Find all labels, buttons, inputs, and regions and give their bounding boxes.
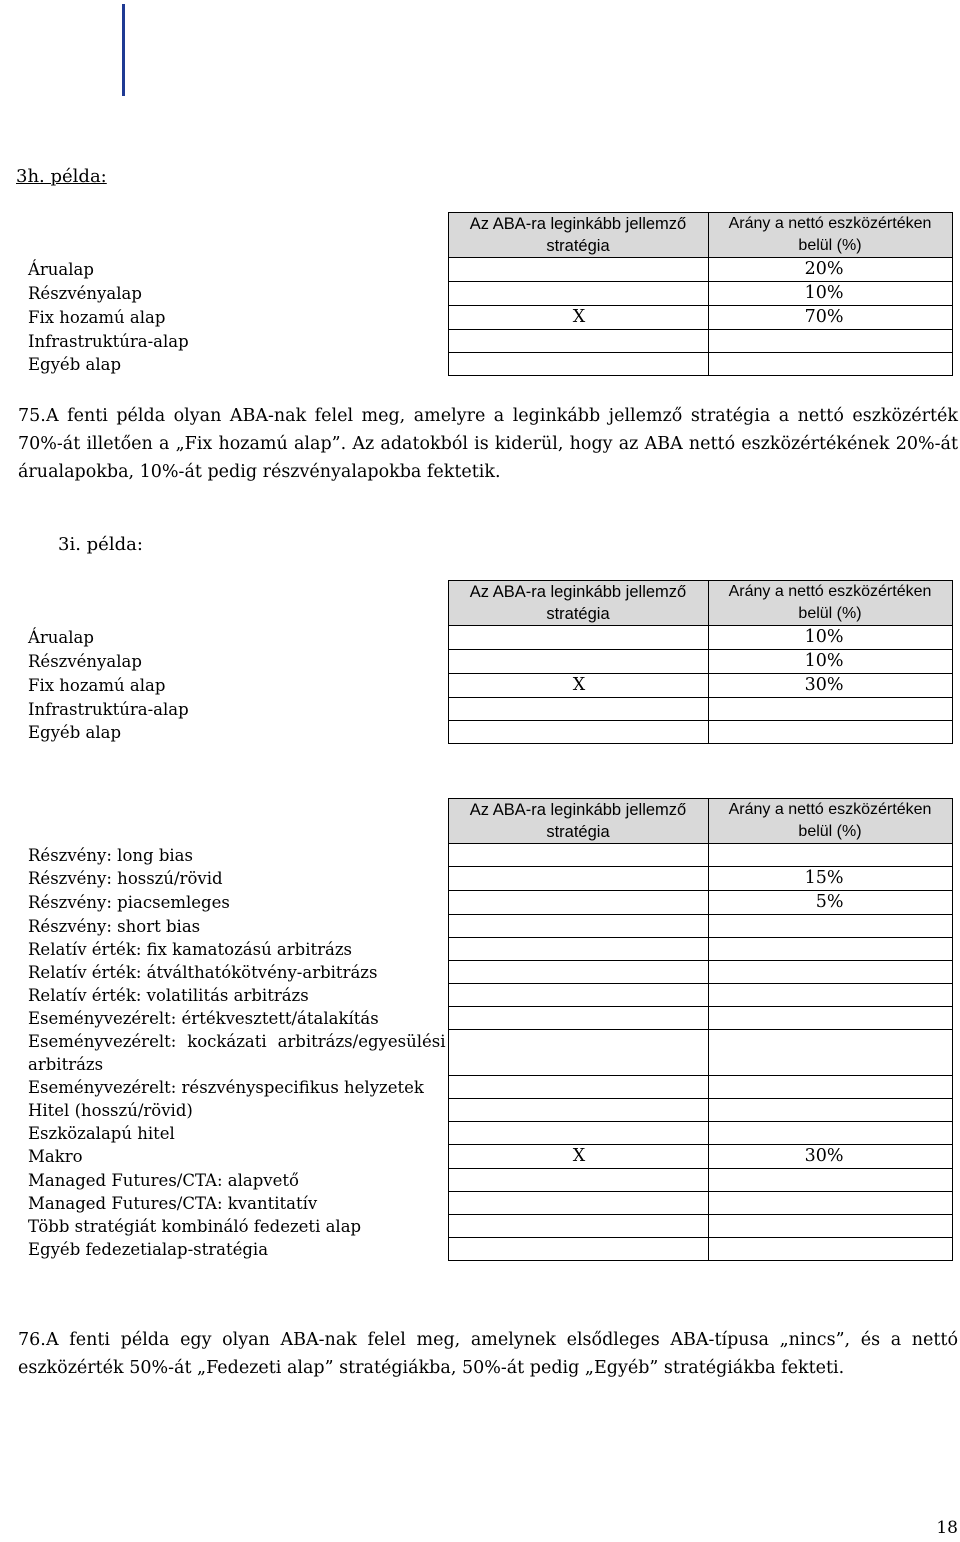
table-row <box>24 1169 952 1192</box>
ratio-cell <box>708 698 952 721</box>
table-row <box>24 1007 952 1030</box>
strategy-mark-cell: X <box>448 306 708 330</box>
row-label: Részvény: piacsemleges <box>28 892 230 912</box>
table-row <box>24 1215 952 1238</box>
strategy-mark-cell <box>448 626 708 650</box>
table-row <box>24 650 952 674</box>
strategy-mark-cell <box>448 698 708 721</box>
strategy-mark-cell: X <box>448 1145 708 1169</box>
row-label: Eseményvezérelt: részvényspecifikus helyzetek <box>28 1077 424 1097</box>
strategy-mark-cell <box>448 844 708 867</box>
row-label: Egyéb alap <box>28 722 122 742</box>
strategy-mark-cell <box>448 258 708 282</box>
ratio-cell <box>708 1099 952 1122</box>
table-row <box>24 984 952 1007</box>
row-label: Eszközalapú hitel <box>28 1123 175 1143</box>
header-cell-strategy: Az ABA-ra leginkább jellemző stratégia <box>448 581 708 626</box>
row-label: Makro <box>28 1146 83 1166</box>
row-label: Részvényalap <box>28 283 142 303</box>
ratio-cell <box>708 721 952 744</box>
header-cell-strategy: Az ABA-ra leginkább jellemző stratégia <box>448 213 708 258</box>
table-row <box>24 1122 952 1145</box>
table-row <box>24 891 952 915</box>
row-label: Fix hozamú alap <box>28 307 166 327</box>
table-header-row <box>24 799 952 844</box>
ratio-cell: 10% <box>708 650 952 674</box>
row-label: Részvény: long bias <box>28 845 193 865</box>
table-row <box>24 626 952 650</box>
strategy-mark-cell <box>448 1007 708 1030</box>
row-label: Hitel (hosszú/rövid) <box>28 1100 193 1120</box>
ratio-cell <box>708 1076 952 1099</box>
paragraph-text: A fenti példa egy olyan ABA-nak felel meg, amelynek elsődleges ABA-típusa „nincs”, és a nettó eszközérték 50%-át „Fedezeti alap” stratégiákba, 50%-át pedig „Egyéb” stratégiákba fekteti. <box>18 1330 958 1378</box>
row-label: Fix hozamú alap <box>28 675 166 695</box>
strategy-mark-cell <box>448 1076 708 1099</box>
ratio-cell <box>708 915 952 938</box>
header-cell-ratio: Arány a nettó eszközértéken belül (%) <box>708 799 952 844</box>
strategy-mark-cell: X <box>448 674 708 698</box>
strategy-mark-cell <box>448 353 708 376</box>
ratio-cell: 5% <box>708 891 952 915</box>
strategy-mark-cell <box>448 1122 708 1145</box>
ratio-cell <box>708 844 952 867</box>
page-number: 18 <box>936 1518 958 1538</box>
ratio-cell: 10% <box>708 282 952 306</box>
strategy-mark-cell <box>448 891 708 915</box>
table-row <box>24 1238 952 1261</box>
row-label: Infrastruktúra-alap <box>28 699 189 719</box>
table-row <box>24 1076 952 1099</box>
table-row <box>24 698 952 721</box>
strategy-mark-cell <box>448 961 708 984</box>
table-strategy <box>24 798 953 1261</box>
table-row <box>24 258 952 282</box>
table-row <box>24 353 952 376</box>
table-row <box>24 721 952 744</box>
header-cell-empty <box>24 581 448 626</box>
row-label: Relatív érték: fix kamatozású arbitrázs <box>28 939 353 959</box>
table-row <box>24 961 952 984</box>
table-header-row <box>24 581 952 626</box>
table-row <box>24 867 952 891</box>
header-cell-empty <box>24 213 448 258</box>
strategy-mark-cell <box>448 984 708 1007</box>
row-label: Árualap <box>28 259 94 279</box>
table-row <box>24 306 952 330</box>
table-row <box>24 938 952 961</box>
ratio-cell <box>708 1238 952 1261</box>
ratio-cell <box>708 938 952 961</box>
ratio-cell <box>708 1030 952 1076</box>
strategy-mark-cell <box>448 1099 708 1122</box>
row-label: Részvény: hosszú/rövid <box>28 868 223 888</box>
ratio-cell <box>708 1192 952 1215</box>
header-cell-ratio: Arány a nettó eszközértéken belül (%) <box>708 213 952 258</box>
table-row <box>24 844 952 867</box>
strategy-mark-cell <box>448 938 708 961</box>
table-row <box>24 282 952 306</box>
strategy-mark-cell <box>448 1238 708 1261</box>
header-cell-empty <box>24 799 448 844</box>
ratio-cell <box>708 1007 952 1030</box>
header-cell-strategy: Az ABA-ra leginkább jellemző stratégia <box>448 799 708 844</box>
table-row <box>24 330 952 353</box>
paragraph-text: A fenti példa olyan ABA-nak felel meg, amelyre a leginkább jellemző stratégia a nettó eszközérték 70%-át illetően a „Fix hozamú alap”. Az adatokból is kiderül, hogy az ABA nettó eszközértékének 20%-át árualapokba, 10%-át pedig részvényalapokba fektetik. <box>18 406 958 482</box>
row-label: Eseményvezérelt: értékvesztett/átalakítás <box>28 1008 379 1028</box>
row-label: Egyéb alap <box>28 354 122 374</box>
strategy-mark-cell <box>448 721 708 744</box>
row-label: Több stratégiát kombináló fedezeti alap <box>28 1216 362 1236</box>
ratio-cell <box>708 1122 952 1145</box>
strategy-mark-cell <box>448 867 708 891</box>
ratio-cell: 30% <box>708 674 952 698</box>
paragraph-76 <box>18 1326 958 1382</box>
ratio-cell: 30% <box>708 1145 952 1169</box>
table-row <box>24 1145 952 1169</box>
table-row <box>24 1099 952 1122</box>
table-row <box>24 1030 952 1076</box>
strategy-mark-cell <box>448 282 708 306</box>
ratio-cell <box>708 984 952 1007</box>
ratio-cell: 20% <box>708 258 952 282</box>
table-3h <box>24 212 953 376</box>
ratio-cell <box>708 330 952 353</box>
strategy-mark-cell <box>448 1192 708 1215</box>
row-label: Relatív érték: volatilitás arbitrázs <box>28 985 309 1005</box>
strategy-mark-cell <box>448 915 708 938</box>
row-label: Árualap <box>28 627 94 647</box>
paragraph-number: 76. <box>18 1330 46 1350</box>
ratio-cell <box>708 1169 952 1192</box>
row-label: Részvény: short bias <box>28 916 201 936</box>
header-cell-ratio: Arány a nettó eszközértéken belül (%) <box>708 581 952 626</box>
ratio-cell <box>708 353 952 376</box>
paragraph-75 <box>18 402 958 486</box>
margin-bar <box>122 4 125 96</box>
ratio-cell: 10% <box>708 626 952 650</box>
row-label: Managed Futures/CTA: kvantitatív <box>28 1193 318 1213</box>
ratio-cell: 15% <box>708 867 952 891</box>
example-3h-title: 3h. példa: <box>16 166 107 187</box>
row-label: Managed Futures/CTA: alapvető <box>28 1170 299 1190</box>
ratio-cell <box>708 1215 952 1238</box>
strategy-mark-cell <box>448 1215 708 1238</box>
example-3i-title: 3i. példa: <box>58 534 143 555</box>
paragraph-number: 75. <box>18 406 46 426</box>
table-3i <box>24 580 953 744</box>
row-label: Infrastruktúra-alap <box>28 331 189 351</box>
ratio-cell: 70% <box>708 306 952 330</box>
table-row <box>24 915 952 938</box>
strategy-mark-cell <box>448 650 708 674</box>
strategy-mark-cell <box>448 330 708 353</box>
strategy-mark-cell <box>448 1030 708 1076</box>
row-label: Relatív érték: átválthatókötvény-arbitrázs <box>28 962 378 982</box>
table-row <box>24 674 952 698</box>
row-label: Egyéb fedezetialap-stratégia <box>28 1239 269 1259</box>
table-row <box>24 1192 952 1215</box>
ratio-cell <box>708 961 952 984</box>
row-label: Részvényalap <box>28 651 142 671</box>
row-label: Eseményvezérelt: kockázati arbitrázs/egyesülési arbitrázs <box>28 1031 446 1074</box>
table-header-row <box>24 213 952 258</box>
strategy-mark-cell <box>448 1169 708 1192</box>
